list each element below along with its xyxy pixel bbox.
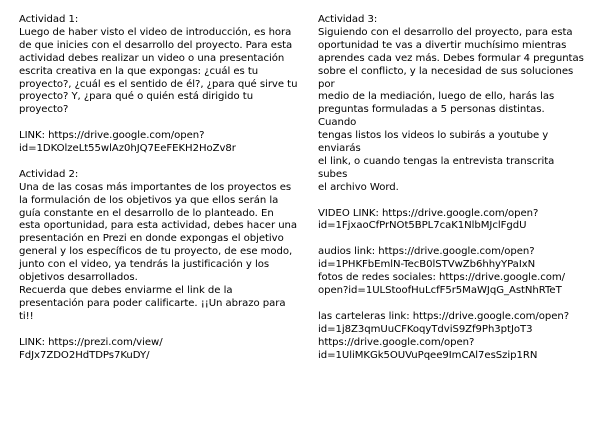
spacer [19,156,301,169]
actividad-2-instructions: Una de las cosas más importantes de los proyectos es la formulación de los objetivos ya que ellos serán la guía constante en el desarrollo de lo planteado. En esta oportunidad, para esta actividad, debes hacer una presentación en Prezi en donde expongas el objetivo general y los específicos de tu proyecto, de ese modo, junto con el video, ya tendrás la justificación y los objetivos desarrollados. Recuerda que debes enviarme el link de la presentación para poder calificarte. ¡¡Un abrazo para ti!! [19,181,298,322]
actividad-2-link: LINK: https://prezi.com/view/ FdJx7ZDO2HdTDPs7KuDY/ [19,336,163,361]
actividad-2-title: Actividad 2: [19,168,79,180]
actividad-3-instructions: Siguiendo con el desarrollo del proyecto, para esta oportunidad te vas a divertir muchísimo mientras aprendes cada vez más. Debes formular 4 preguntas sobre el conflicto, y la necesidad de sus soluciones por medio de la mediación, luego de ello, harás las preguntas formuladas a 5 personas distintas. Cuando tengas listos los videos lo subirás a youtube y enviarás el link, o cuando tengas la entrevista transcrita subes el archivo Word. [318,26,584,193]
audio-and-photo-links: audios link: https://drive.google.com/open? id=1PHKFbEmlN-TecB0lSTVwZb6hhyYPaIxN fotos de redes sociales: https://drive.google.com/ open?id=1ULStoofHuLcfF5r5MaWJqG_AstNhRTeT [318,246,566,296]
spacer [19,324,301,337]
spacer [318,298,586,311]
video-link: VIDEO LINK: https://drive.google.com/open? id=1FjxaoCfPrNOt5BPL7caK1NlbMJclFgdU [318,207,539,232]
spacer [318,195,586,208]
spacer [19,117,301,130]
carteleras-links: las carteleras link: https://drive.google.com/open? id=1j8Z3qmUuCFKoqyTdviS9Zf9Ph3ptJoT3 https://drive.google.com/open? id=1UliMKGk5OUVuPqee9ImCAl7esSzip1RN [318,310,570,361]
actividad-3-title: Actividad 3: [318,14,378,25]
spacer [318,233,586,246]
actividad-1-title: Actividad 1: [19,14,79,25]
right-column [318,14,586,362]
actividad-1-instructions: Luego de haber visto el video de introducción, es hora de que inicies con el desarrollo del proyecto. Para esta actividad debes realizar un video o una presentación escrita creativa en la que expongas: ¿cuál es tu proyecto?, ¿cuál es el sentido de él?, ¿para qué sirve tu proyecto? Y, ¿para qué o quién está dirigido tu proyecto? [19,26,298,116]
left-column [19,14,301,362]
actividad-1-link: LINK: https://drive.google.com/open? id=1DKOlzeLt55wlAz0hJQ7EeFEKH2HoZv8r [19,130,236,155]
